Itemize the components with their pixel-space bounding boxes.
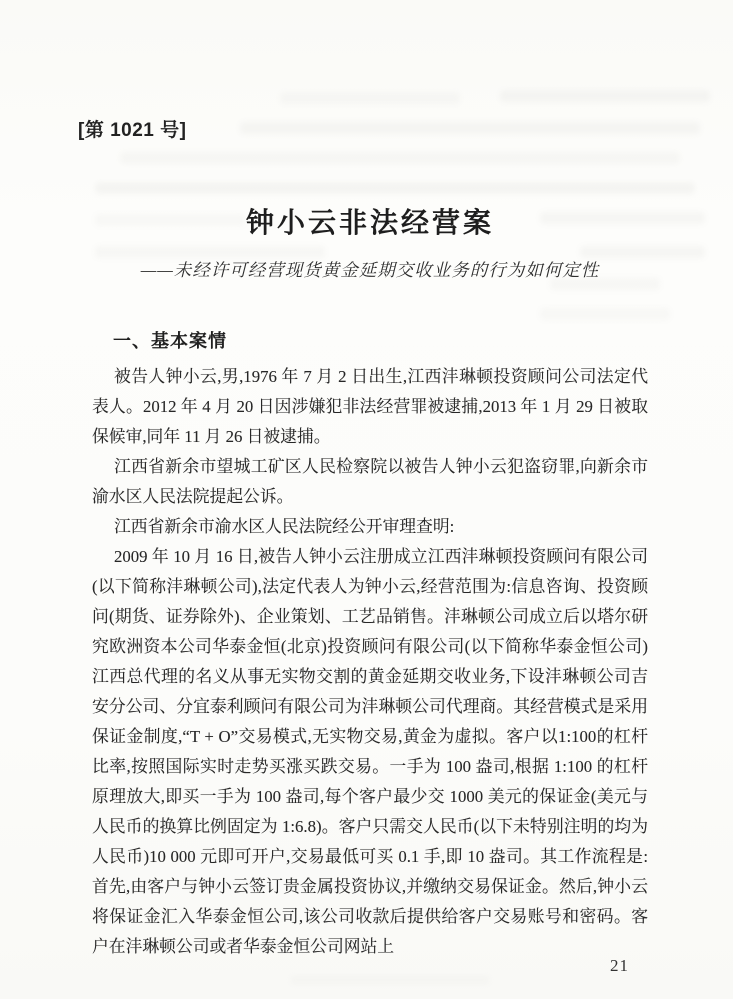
paragraph-prosecution: 江西省新余市望城工矿区人民检察院以被告人钟小云犯盗窃罪,向新余市渝水区人民法院提起公诉。 (92, 457, 648, 506)
paragraph-defendant-info: 被告人钟小云,男,1976 年 7 月 2 日出生,江西沣琳顿投资顾问公司法定代表人。2012 年 4 月 20 日因涉嫌犯非法经营罪被逮捕,2013 年 1 月 29 日被取保候审,同年 11 月 26 日被逮捕。 (92, 367, 648, 446)
case-body (92, 362, 648, 962)
paragraph-case-details: 2009 年 10 月 16 日,被告人钟小云注册成立江西沣琳顿投资顾问有限公司(以下简称沣琳顿公司),法定代表人为钟小云,经营范围为:信息咨询、投资顾问(期货、证券除外)、企业策划、工艺品销售。沣琳顿公司成立后以塔尔研究欧洲资本公司华泰金恒(北京)投资顾问有限公司(以下简称华泰金恒公司)江西总代理的名义从事无实物交割的黄金延期交收业务,下设沣琳顿公司吉安分公司、分宜泰利顾问有限公司为沣琳顿公司代理商。其经营模式是采用保证金制度,“T + O”交易模式,无实物交易,黄金为虚拟。客户以1:100的杠杆比率,按照国际实时走势买涨买跌交易。一手为 100 盎司,根据 1:100 的杠杆原理放大,即买一手为 100 盎司,每个客户最少交 1000 美元的保证金(美元与人民币的换算比例固定为 1:6.8)。客户只需交人民币(以下未特别注明的均为人民币)10 000 元即可开户,交易最低可买 0.1 手,即 10 盎司。其工作流程是:首先,由客户与钟小云签订贵金属投资协议,并缴纳交易保证金。然后,钟小云将保证金汇入华泰金恒公司,该公司收款后提供给客户交易账号和密码。客户在沣琳顿公司或者华泰金恒公司网站上 (92, 547, 648, 956)
case-title: 钟小云非法经营案 (245, 207, 494, 238)
bleed-through-artifact (240, 122, 700, 134)
paragraph-court-finding-intro: 江西省新余市渝水区人民法院经公开审理查明: (114, 517, 455, 536)
bleed-through-artifact (500, 90, 710, 102)
case-subtitle: ——未经许可经营现货黄金延期交收业务的行为如何定性 (140, 260, 600, 280)
section-heading-basic-facts: 一、基本案情 (113, 331, 227, 351)
bleed-through-artifact (95, 182, 695, 194)
bleed-through-artifact (540, 308, 670, 320)
bleed-through-artifact (120, 152, 680, 164)
bleed-through-artifact (290, 975, 490, 985)
bleed-through-artifact (280, 92, 460, 104)
case-number: [第 1021 号] (78, 120, 187, 141)
page-number: 21 (610, 956, 629, 975)
